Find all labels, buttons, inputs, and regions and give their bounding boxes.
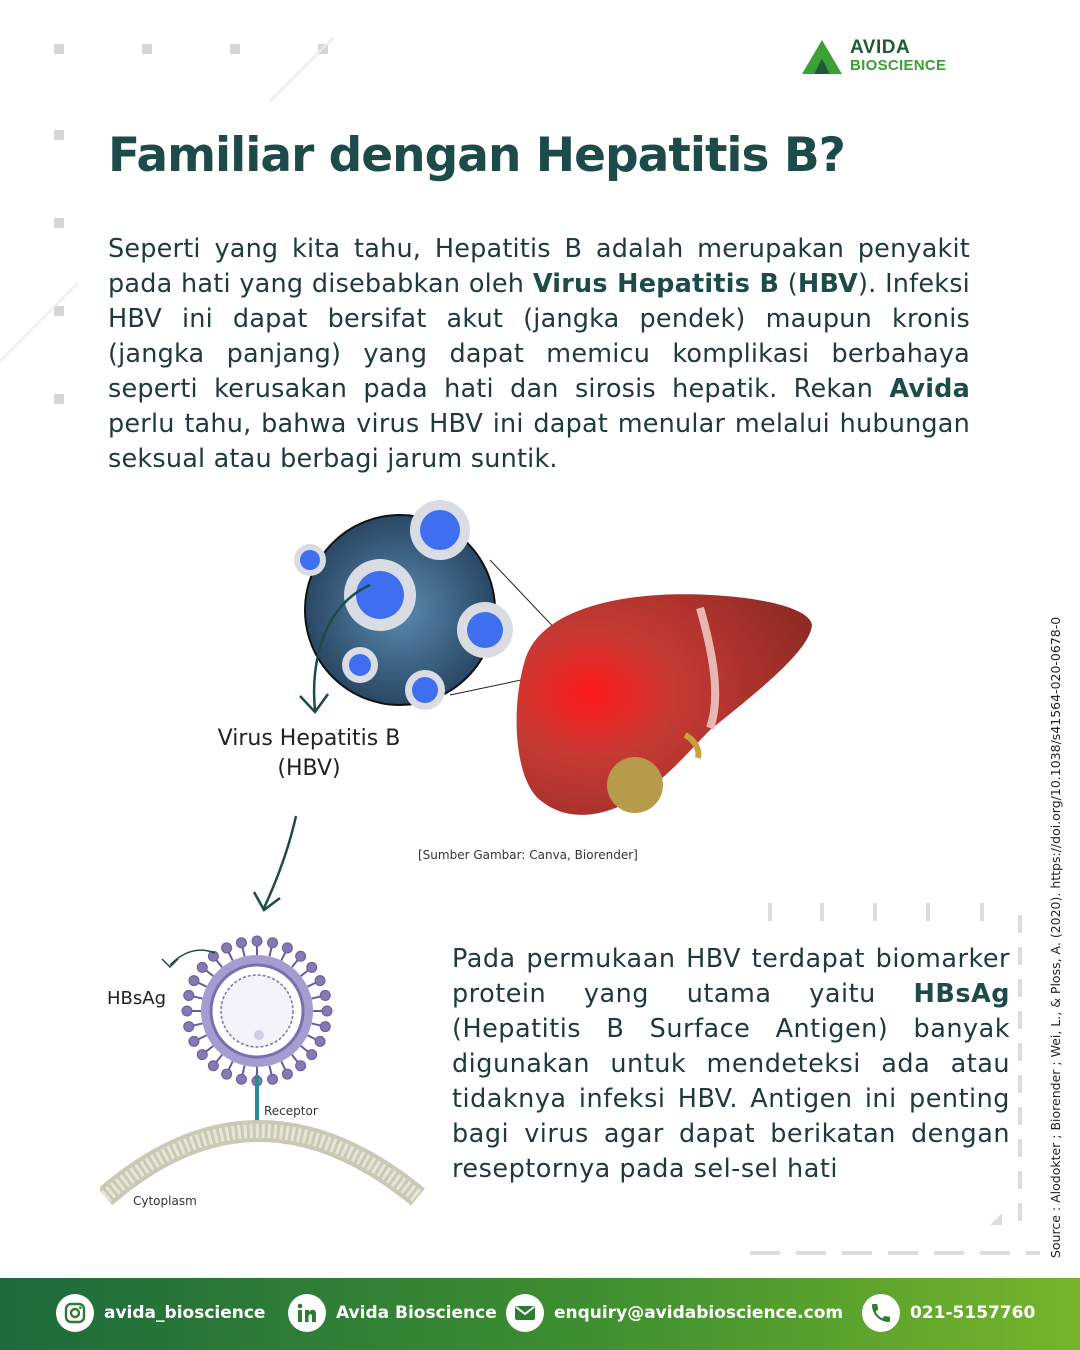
hbsag-protein — [184, 1022, 194, 1032]
hbsag-protein — [296, 1061, 306, 1071]
surface-spike — [205, 970, 213, 976]
surface-spike — [242, 1066, 244, 1076]
hbsag-diagram — [100, 935, 430, 1215]
page-title: Familiar dengan Hepatitis B? — [108, 128, 845, 183]
brand-line-2: BIOSCIENCE — [850, 57, 947, 74]
decor-square — [54, 306, 64, 316]
decor-line — [0, 283, 78, 362]
surface-spike — [301, 1046, 309, 1052]
detail-paragraph — [452, 942, 1010, 1187]
virus-label-line-1: Virus Hepatitis B — [217, 726, 401, 751]
virus-label — [200, 724, 418, 784]
surface-spike — [292, 1055, 298, 1063]
decor-square — [54, 394, 64, 404]
hbsag-label: HBsAg — [107, 988, 167, 1009]
surface-spike — [312, 996, 322, 998]
hbsag-protein — [282, 1069, 292, 1079]
surface-spike — [205, 1046, 213, 1052]
surface-spike — [198, 1035, 207, 1039]
email-address: enquiry@avidabioscience.com — [554, 1303, 844, 1323]
intro-bold-virus: Virus Hepatitis B — [532, 269, 780, 299]
phone-icon — [862, 1294, 900, 1332]
hbsag-protein — [222, 943, 232, 953]
hbsag-protein — [315, 1036, 325, 1046]
decor-line — [269, 37, 334, 102]
hbsag-protein — [184, 990, 194, 1000]
hbsag-protein — [268, 1074, 278, 1084]
cytoplasm-label: Cytoplasm — [133, 1194, 197, 1208]
intro-text: ). Infeksi HBV ini dapat bersifat akut (jangka pendek) maupun kronis (jangka panjang) yang dapat memicu komplikasi berbahaya seperti kerusakan pada hati dan sirosis hepatik. Rekan — [108, 269, 970, 404]
intro-text: Seperti yang kita tahu, Hepatitis B adalah merupakan penyakit pada hati yang disebabkan oleh — [108, 234, 970, 299]
hbsag-protein — [236, 938, 246, 948]
footer-instagram[interactable] — [56, 1294, 265, 1332]
surface-spike — [301, 970, 309, 976]
surface-spike — [269, 1066, 271, 1076]
linkedin-name: Avida Bioscience — [336, 1303, 497, 1323]
phone-number: 021-5157760 — [910, 1303, 1036, 1323]
detail-text: Pada permukaan HBV terdapat biomarker protein yang utama yaitu — [452, 944, 1010, 1009]
intro-bold-hbv: HBV — [797, 269, 858, 299]
hbsag-protein — [307, 962, 317, 972]
hbv-particle — [182, 936, 332, 1086]
hbsag-protein — [182, 1006, 192, 1016]
footer-email[interactable] — [506, 1294, 843, 1332]
hbsag-protein — [236, 1074, 246, 1084]
hbsag-protein — [189, 1036, 199, 1046]
source-note: Source : Alodokter ; Biorender ; Wei, L., & Ploss, A. (2020). https://doi.org/10.1038/s41564-020-0678-0 — [1048, 616, 1063, 1258]
surface-spike — [269, 947, 271, 957]
hbsag-protein — [268, 938, 278, 948]
gallbladder — [607, 757, 663, 813]
hbsag-protein — [320, 990, 330, 1000]
detail-bold-hbsag: HBsAg — [913, 979, 1010, 1009]
surface-spike — [242, 947, 244, 957]
decor-square — [230, 44, 240, 54]
hbsag-protein — [320, 1022, 330, 1032]
hbsag-protein — [322, 1006, 332, 1016]
hbsag-protein — [197, 962, 207, 972]
surface-spike — [281, 952, 285, 961]
intro-text: perlu tahu, bahwa virus HBV ini dapat menular melalui hubungan seksual atau berbagi jarum suntik. — [108, 409, 970, 474]
decor-square — [54, 44, 64, 54]
hbsag-protein — [282, 943, 292, 953]
virus-label-line-2: (HBV) — [277, 756, 341, 781]
hbsag-protein — [307, 1050, 317, 1060]
detail-text: (Hepatitis B Surface Antigen) banyak digunakan untuk mendeteksi ada atau tidaknya infeksi HBV. Antigen ini penting bagi virus agar dapat berikatan dengan reseptornya pada sel-sel hati — [452, 1014, 1010, 1184]
receptor-label: Receptor — [264, 1104, 318, 1118]
decor-square — [142, 44, 152, 54]
instagram-handle: avida_bioscience — [104, 1303, 266, 1323]
instagram-icon — [56, 1294, 94, 1332]
intro-text: ( — [779, 269, 798, 299]
avida-logo-icon — [800, 38, 844, 76]
surface-spike — [216, 1055, 222, 1063]
decor-square — [54, 130, 64, 140]
linkedin-icon — [288, 1294, 326, 1332]
surface-spike — [228, 952, 232, 961]
hbsag-protein — [208, 1061, 218, 1071]
intro-paragraph — [108, 232, 970, 477]
liver-shape — [517, 594, 812, 815]
liver-virus-illustration — [290, 500, 830, 840]
mail-icon — [506, 1294, 544, 1332]
down-arrow-icon — [248, 812, 308, 916]
decor-square — [54, 218, 64, 228]
hbsag-protein — [189, 976, 199, 986]
hbsag-protein — [197, 1050, 207, 1060]
hbsag-protein — [296, 951, 306, 961]
footer-phone[interactable] — [862, 1294, 1035, 1332]
hbsag-protein — [315, 976, 325, 986]
footer-bar — [0, 1278, 1080, 1350]
brand-logo — [800, 38, 946, 76]
hbsag-protein — [222, 1069, 232, 1079]
intro-bold-avida: Avida — [889, 374, 970, 404]
footer-linkedin[interactable] — [288, 1294, 497, 1332]
surface-spike — [307, 1035, 316, 1039]
hbsag-protein — [252, 936, 262, 946]
image-source-caption: [Sumber Gambar: Canva, Biorender] — [418, 848, 638, 862]
brand-line-1: AVIDA — [850, 37, 911, 58]
